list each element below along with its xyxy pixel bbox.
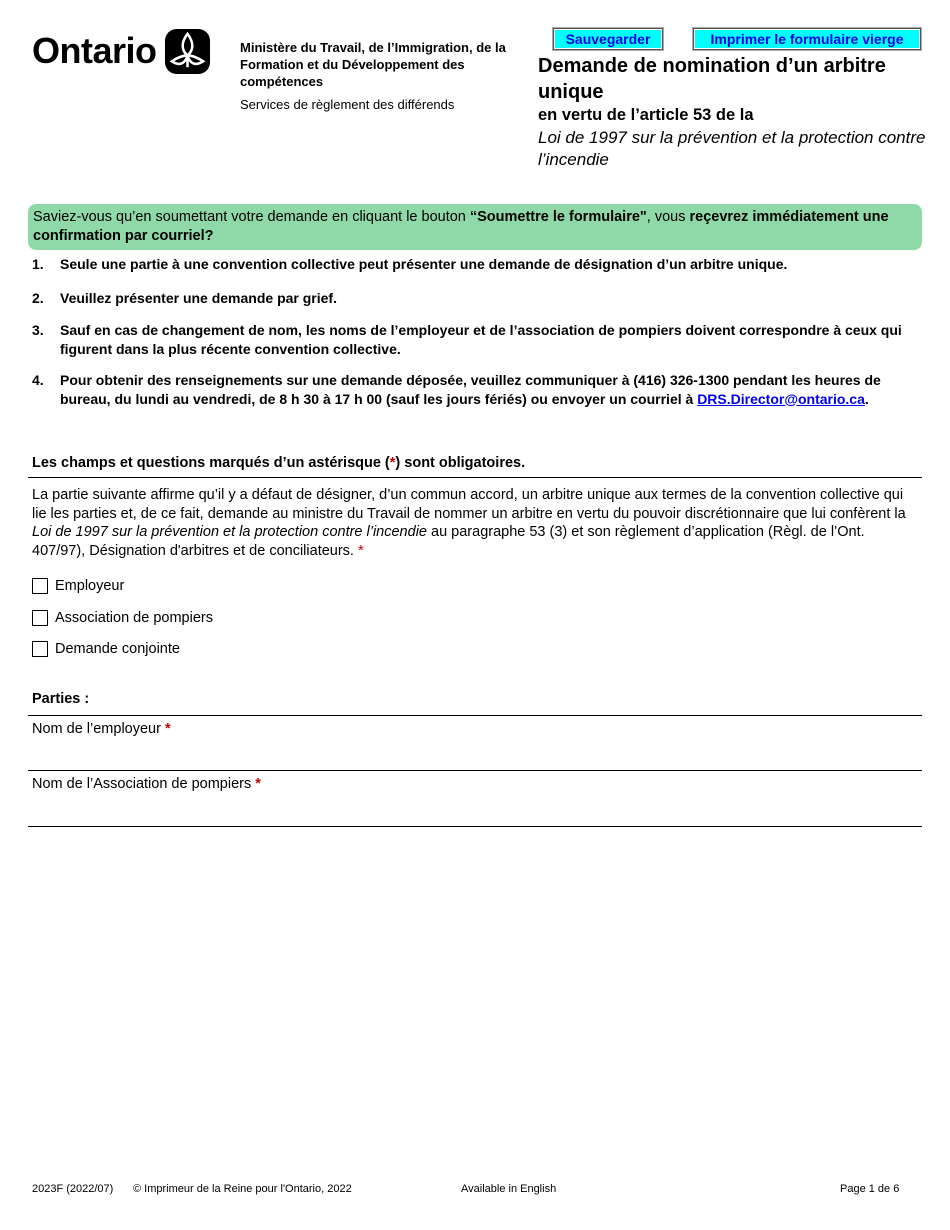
ministry-name: Ministère du Travail, de l’Immigration, de la Formation et du Développement des compétences: [240, 40, 506, 89]
instruction-text-block: [60, 371, 917, 408]
checkbox-box[interactable]: [32, 578, 48, 594]
form-number: 2023F (2022/07): [32, 1183, 114, 1195]
form-title: Demande de nomination d’un arbitre unique: [538, 55, 886, 103]
checkbox-joint-application[interactable]: [32, 639, 180, 659]
association-name-input[interactable]: [28, 798, 922, 824]
banner-bold-2: reçevrez immédiatement une confirmation par courriel?: [33, 209, 889, 244]
checkbox-box[interactable]: [32, 641, 48, 657]
statement-text-2: au paragraphe 53 (3) et son règlement d’application (Règl. de l’Ont. 407/97), Désignation d'arbitres et de conciliateurs.: [32, 524, 865, 559]
ontario-logo-text: Ontario: [32, 30, 157, 71]
instruction-item: [32, 321, 917, 358]
section-divider: [28, 715, 922, 716]
instruction-item: [32, 289, 917, 308]
banner-text-2: , vous: [646, 209, 690, 225]
instruction-item: [32, 255, 917, 274]
save-button[interactable]: Sauvegarder: [553, 28, 663, 50]
employer-label-text: Nom de l’employeur: [32, 721, 165, 737]
field-underline: [28, 826, 922, 827]
statement-act-italic: Loi de 1997 sur la prévention et la protection contre l’incendie: [32, 524, 427, 540]
checkbox-employer[interactable]: [32, 576, 124, 596]
statement-text-1: La partie suivante affirme qu’il y a défaut de désigner, d’un commun accord, un arbitre unique aux termes de la convention collective qui lie les parties et, de ce fait, demande au ministre du Travail de nommer un arbitre en vertu du pouvoir discrétionnaire que lui confèrent la: [32, 487, 906, 522]
parties-heading: Parties :: [32, 691, 90, 707]
director-email-link[interactable]: DRS.Director@ontario.ca: [697, 390, 865, 407]
info-banner: [28, 204, 922, 250]
print-blank-form-button[interactable]: Imprimer le formulaire vierge: [693, 28, 921, 50]
required-asterisk: *: [389, 455, 396, 471]
checkbox-label: Association de pompiers: [55, 610, 213, 626]
instruction-text: Pour obtenir des renseignements sur une demande déposée, veuillez communiquer à (416) 326-1300 pendant les heures de bureau, du lundi au vendredi, de 8 h 30 à 17 h 00 (sauf les jours fériés) ou envoyer un courriel à: [60, 372, 881, 407]
banner-text-1: Saviez-vous qu’en soumettant votre demande en cliquant le bouton: [33, 209, 470, 225]
instruction-item: [32, 371, 917, 408]
checkbox-firefighters-association[interactable]: [32, 608, 213, 628]
statement-paragraph: [32, 486, 912, 560]
checkbox-label: Employeur: [55, 578, 125, 594]
instruction-number: 2.: [32, 290, 44, 306]
section-divider: [28, 477, 922, 478]
instruction-text: Seule une partie à une convention collective peut présenter une demande de désignation d’un arbitre unique.: [60, 256, 788, 272]
employer-name-input[interactable]: [28, 742, 922, 768]
checkbox-box[interactable]: [32, 610, 48, 626]
language-availability: Available in English: [461, 1183, 557, 1195]
instruction-number: 1.: [32, 256, 44, 272]
instruction-end: .: [864, 390, 869, 407]
checkbox-label: Demande conjointe: [55, 641, 180, 657]
banner-bold-1: “Soumettre le formulaire": [469, 209, 647, 225]
instruction-text: Sauf en cas de changement de nom, les noms de l’employeur et de l’association de pompiers doivent correspondre à ceux qui figurent dans la plus récente convention collective.: [60, 322, 902, 357]
field-underline: [28, 770, 922, 771]
form-subtitle: en vertu de l’article 53 de la: [538, 106, 754, 124]
association-name-label: [32, 776, 261, 792]
employer-name-label: [32, 721, 171, 737]
instruction-number: 3.: [32, 322, 44, 338]
instruction-text: Veuillez présenter une demande par grief.: [60, 290, 337, 306]
required-asterisk: *: [164, 721, 171, 737]
required-note-after: ) sont obligatoires.: [395, 455, 526, 471]
required-asterisk: *: [357, 542, 364, 559]
required-fields-note: [32, 455, 525, 471]
copyright: © Imprimeur de la Reine pour l'Ontario, 2022: [133, 1183, 352, 1195]
ontario-trillium-logo-icon: [164, 28, 211, 75]
required-note-before: Les champs et questions marqués d’un astérisque (: [32, 455, 390, 471]
association-label-text: Nom de l’Association de pompiers: [32, 776, 256, 792]
page-number: Page 1 de 6: [840, 1183, 900, 1195]
required-asterisk: *: [255, 776, 261, 792]
instruction-number: 4.: [32, 372, 44, 388]
service-name: Services de règlement des différends: [240, 97, 455, 112]
act-name: Loi de 1997 sur la prévention et la protection contre l’incendie: [538, 128, 926, 169]
